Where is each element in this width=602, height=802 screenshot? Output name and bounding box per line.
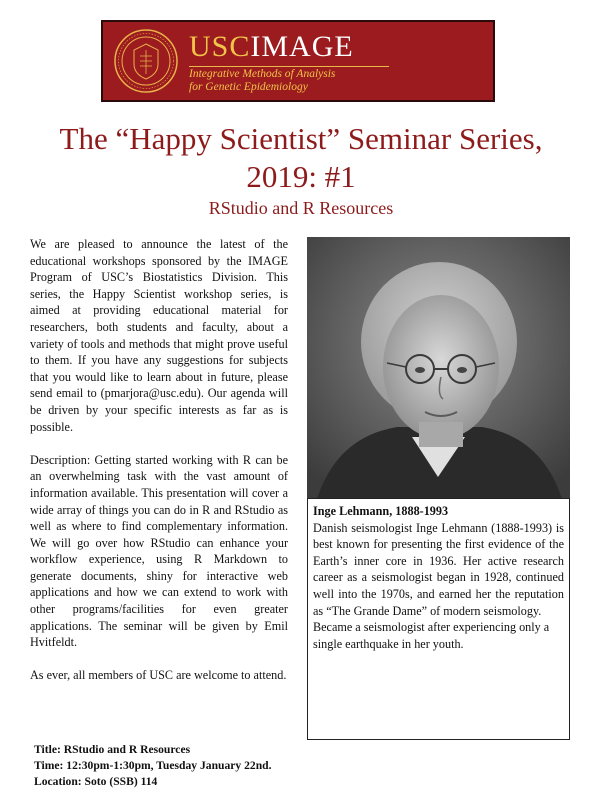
description-paragraph: Description: Getting started working with R can be an overwhelming task with the vast amount of information available. This presentation will cover a wide array of things you can do in R and RStudio as well as where to find complementary information. We will go over how RStudio can enhance your workflow experience, using R Markdown to generate documents, shiny for interactive web applications and how we can extend to work with other programs/facilities for even greater applications. The seminar will be given by Emil Hvitfeldt.: [30, 452, 288, 650]
event-location: Location: Soto (SSB) 114: [34, 775, 158, 788]
portrait-photo: [307, 237, 570, 499]
brand-wordmark: USCIMAGE: [189, 30, 354, 63]
brand-tagline: Integrative Methods of Analysis for Genetic Epidemiology: [189, 68, 336, 93]
intro-paragraph: We are pleased to announce the latest of the educational workshops sponsored by the IMAGE Program of USC’s Biostatistics Division. This series, the Happy Scientist workshop series, is aimed at providing educational material for researchers, both students and faculty, about a variety of tools and methods that might prove useful to them. If you have any suggestions for subjects that you would like to learn about in future, please send email to (pmarjora@usc.edu). Our agenda will be driven by your specific interests as far as is possible.: [30, 237, 288, 434]
caption-body: Danish seismologist Inge Lehmann (1888-1993) is best known for presenting the first evidence of the Earth’s inner core in 1936. Her active research career as a seismologist began in 1928, continued well into the 1970s, and earned her the reputation as “The Grande Dame” of modern seismology.: [313, 520, 564, 618]
brand-divider: [189, 66, 389, 67]
announcement-text: [30, 236, 288, 701]
caption-extra: Became a seismologist after experiencing only a single earthquake in her youth.: [313, 620, 550, 651]
event-time: Time: 12:30pm-1:30pm, Tuesday January 22nd.: [34, 759, 272, 772]
event-details: [34, 742, 272, 790]
page-title: The “Happy Scientist” Seminar Series, 2019: #1: [59, 121, 543, 194]
usc-image-banner: [101, 20, 495, 102]
portrait-caption: [307, 498, 570, 740]
event-title: Title: RStudio and R Resources: [34, 743, 191, 756]
caption-name: Inge Lehmann, 1888-1993: [313, 504, 449, 518]
page-subtitle: RStudio and R Resources: [208, 198, 394, 218]
welcome-paragraph: As ever, all members of USC are welcome to attend.: [30, 668, 287, 683]
usc-seal-icon: [113, 28, 179, 94]
